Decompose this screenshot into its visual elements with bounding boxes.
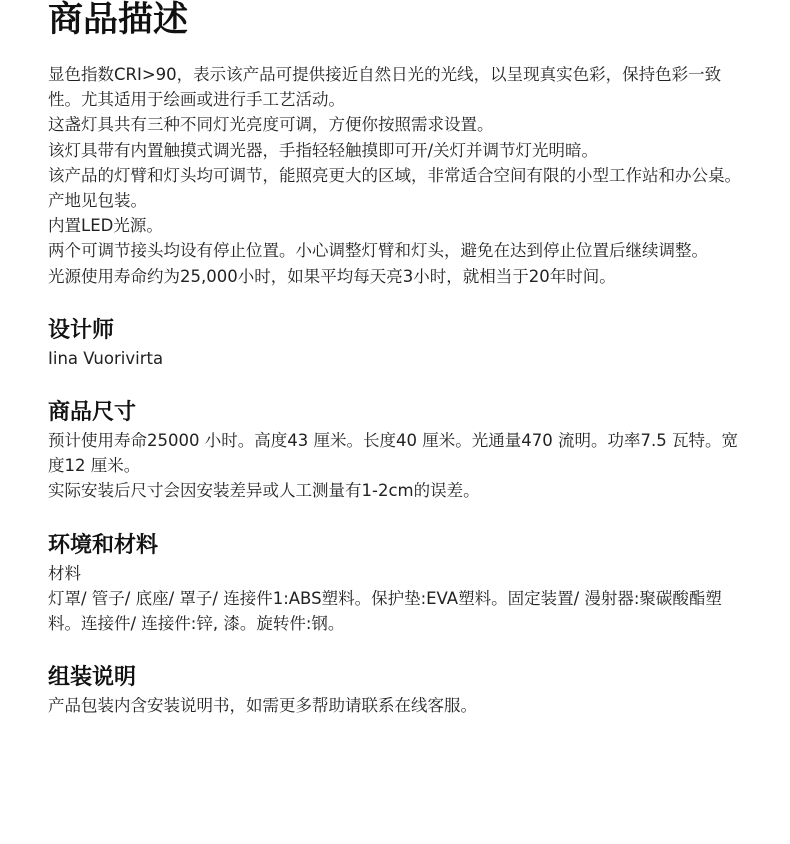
materials-section	[48, 531, 742, 637]
designer-name: Iina Vuorivirta	[48, 348, 164, 368]
materials-heading: 环境和材料	[48, 532, 159, 558]
description-paragraph: 内置LED光源。	[48, 216, 163, 236]
dimensions-section	[48, 398, 742, 504]
materials-label: 材料	[48, 563, 81, 583]
description-paragraph: 这盏灯具共有三种不同灯光亮度可调，方便你按照需求设置。	[48, 115, 494, 135]
description-paragraph: 该灯具带有内置触摸式调光器，手指轻轻触摸即可开/关灯并调节灯光明暗。	[48, 140, 599, 160]
dimensions-line: 实际安装后尺寸会因安装差异或人工测量有1-2cm的误差。	[48, 481, 480, 501]
product-details-page	[48, 0, 742, 718]
assembly-section	[48, 663, 742, 718]
description-paragraph: 光源使用寿命约为25,000小时，如果平均每天亮3小时，就相当于20年时间。	[48, 266, 616, 286]
designer-heading: 设计师	[48, 317, 115, 343]
description-section	[48, 62, 742, 289]
dimensions-heading: 商品尺寸	[48, 400, 137, 426]
dimensions-line: 预计使用寿命25000 小时。高度43 厘米。长度40 厘米。光通量470 流明。功率7.5 瓦特。宽度12 厘米。	[48, 431, 738, 476]
description-paragraph: 该产品的灯臂和灯头均可调节，能照亮更大的区域，非常适合空间有限的小型工作站和办公桌。	[48, 165, 741, 185]
designer-section	[48, 316, 742, 371]
description-paragraph: 显色指数CRI>90，表示该产品可提供接近自然日光的光线，以呈现真实色彩，保持色彩一致性。尤其适用于绘画或进行手工艺活动。	[48, 65, 722, 110]
materials-line: 灯罩/ 管子/ 底座/ 罩子/ 连接件1:ABS塑料。保护垫:EVA塑料。固定装置/ 漫射器:聚碳酸酯塑料。连接件/ 连接件:锌, 漆。旋转件:钢。	[48, 588, 722, 634]
description-paragraph: 产地见包装。	[48, 191, 147, 211]
assembly-line: 产品包装内含安装说明书，如需更多帮助请联系在线客服。	[48, 696, 477, 716]
assembly-heading: 组装说明	[48, 665, 137, 691]
description-paragraph: 两个可调节接头均设有停止位置。小心调整灯臂和灯头，避免在达到停止位置后继续调整。	[48, 241, 708, 261]
page-title: 商品描述	[48, 0, 189, 40]
